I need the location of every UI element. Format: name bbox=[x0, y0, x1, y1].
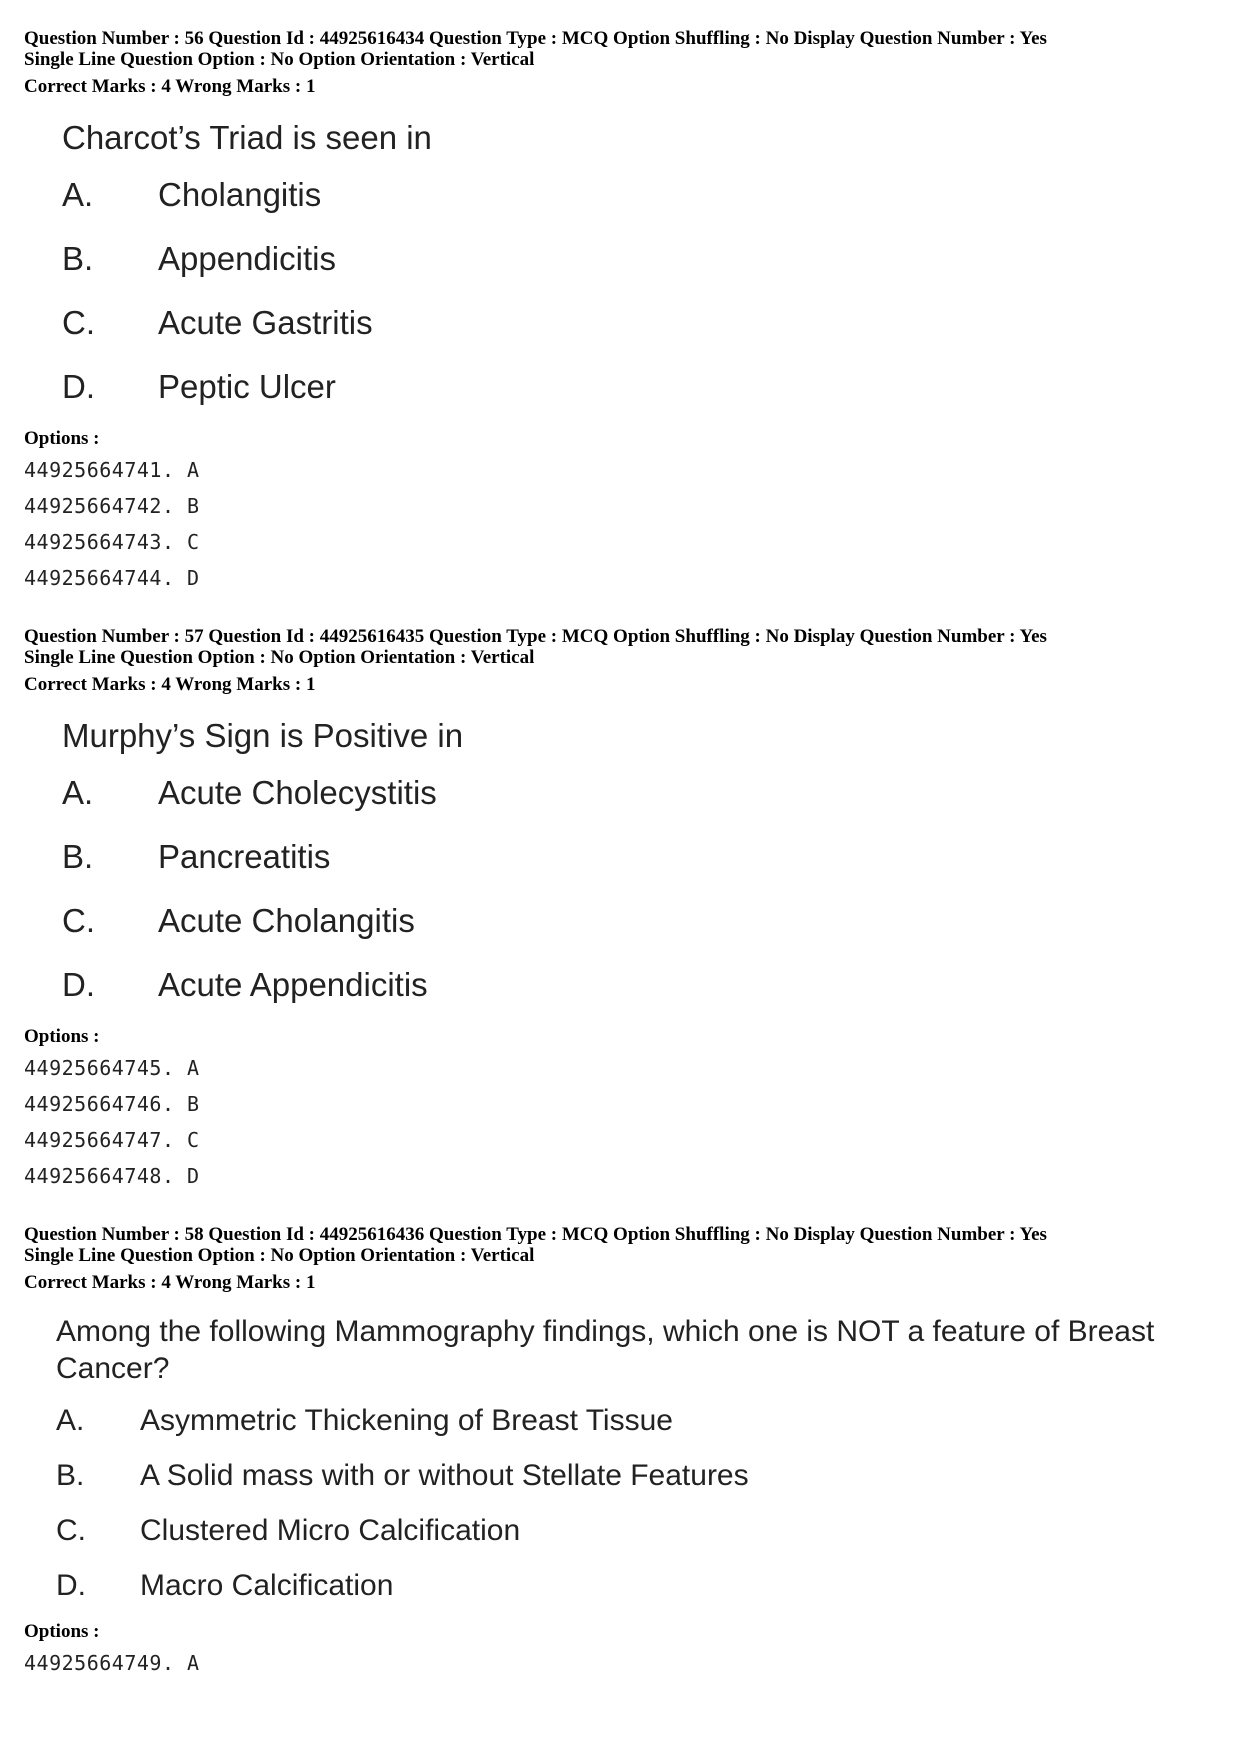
question-image bbox=[24, 1313, 1224, 1604]
question-meta-line-1: Question Number : 58 Question Id : 44925616436 Question Type : MCQ Option Shuffling : No Display Question Number : Yes bbox=[24, 1224, 1047, 1245]
choice-list bbox=[62, 176, 1224, 406]
option-id: 44925664744. D bbox=[24, 566, 200, 590]
options-label: Options : bbox=[24, 1621, 100, 1642]
question-stem: Charcot’s Triad is seen in bbox=[62, 119, 432, 156]
option-id: 44925664741. A bbox=[24, 458, 200, 482]
choice-letter: C. bbox=[56, 1514, 86, 1547]
question-image bbox=[24, 717, 1224, 1004]
question-block bbox=[24, 1224, 1224, 1675]
choice-item bbox=[62, 176, 1224, 214]
choice-item bbox=[56, 1458, 1224, 1494]
option-id: 44925664749. A bbox=[24, 1651, 200, 1675]
choice-letter: C. bbox=[62, 902, 95, 939]
question-stem: Among the following Mammography findings, which one is NOT a feature of Breast Cancer? bbox=[56, 1315, 1155, 1385]
choice-item bbox=[62, 368, 1224, 406]
choice-letter: D. bbox=[62, 966, 95, 1003]
choice-item bbox=[62, 774, 1224, 812]
question-meta-line-1: Question Number : 56 Question Id : 44925616434 Question Type : MCQ Option Shuffling : No Display Question Number : Yes bbox=[24, 28, 1047, 49]
choice-text: Appendicitis bbox=[158, 240, 336, 277]
option-id: 44925664747. C bbox=[24, 1128, 200, 1152]
choice-letter: B. bbox=[62, 240, 94, 277]
choice-letter: C. bbox=[62, 304, 95, 341]
question-image bbox=[24, 119, 1224, 406]
question-stem: Murphy’s Sign is Positive in bbox=[62, 717, 464, 754]
choice-text: A Solid mass with or without Stellate Features bbox=[140, 1459, 749, 1492]
choice-item bbox=[62, 240, 1224, 278]
choice-text: Clustered Micro Calcification bbox=[140, 1514, 521, 1547]
choice-letter: A. bbox=[62, 176, 94, 213]
options-label: Options : bbox=[24, 1026, 100, 1047]
question-block bbox=[24, 626, 1224, 1188]
option-id: 44925664745. A bbox=[24, 1056, 200, 1080]
choice-text: Asymmetric Thickening of Breast Tissue bbox=[140, 1404, 673, 1437]
option-id: 44925664746. B bbox=[24, 1092, 200, 1116]
choice-letter: D. bbox=[56, 1569, 86, 1602]
choice-text: Cholangitis bbox=[158, 176, 322, 213]
question-block bbox=[24, 28, 1224, 590]
choice-letter: B. bbox=[56, 1459, 85, 1492]
question-meta-line-2: Single Line Question Option : No Option Orientation : Vertical bbox=[24, 49, 535, 70]
choice-list bbox=[62, 774, 1224, 1004]
question-paper-page bbox=[24, 28, 1224, 1675]
choice-text: Acute Gastritis bbox=[158, 304, 373, 341]
choice-text: Acute Cholecystitis bbox=[158, 774, 437, 811]
choice-text: Peptic Ulcer bbox=[158, 368, 336, 405]
choice-item bbox=[56, 1568, 1224, 1604]
choice-list bbox=[56, 1403, 1224, 1604]
options-label: Options : bbox=[24, 428, 100, 449]
choice-item bbox=[62, 304, 1224, 342]
choice-item bbox=[62, 838, 1224, 876]
question-marks: Correct Marks : 4 Wrong Marks : 1 bbox=[24, 674, 316, 695]
choice-item bbox=[62, 902, 1224, 940]
choice-item bbox=[62, 966, 1224, 1004]
choice-letter: A. bbox=[62, 774, 94, 811]
choice-text: Acute Cholangitis bbox=[158, 902, 415, 939]
choice-letter: B. bbox=[62, 838, 94, 875]
question-meta-line-2: Single Line Question Option : No Option Orientation : Vertical bbox=[24, 1245, 535, 1266]
option-id: 44925664743. C bbox=[24, 530, 200, 554]
choice-letter: A. bbox=[56, 1404, 85, 1437]
choice-item bbox=[56, 1403, 1224, 1439]
choice-text: Pancreatitis bbox=[158, 838, 331, 875]
question-meta-line-2: Single Line Question Option : No Option Orientation : Vertical bbox=[24, 647, 535, 668]
choice-text: Macro Calcification bbox=[140, 1569, 394, 1602]
question-meta-line-1: Question Number : 57 Question Id : 44925616435 Question Type : MCQ Option Shuffling : No Display Question Number : Yes bbox=[24, 626, 1047, 647]
option-id: 44925664742. B bbox=[24, 494, 200, 518]
choice-text: Acute Appendicitis bbox=[158, 966, 428, 1003]
choice-item bbox=[56, 1513, 1224, 1549]
question-marks: Correct Marks : 4 Wrong Marks : 1 bbox=[24, 1272, 316, 1293]
option-id: 44925664748. D bbox=[24, 1164, 200, 1188]
question-marks: Correct Marks : 4 Wrong Marks : 1 bbox=[24, 76, 316, 97]
choice-letter: D. bbox=[62, 368, 95, 405]
